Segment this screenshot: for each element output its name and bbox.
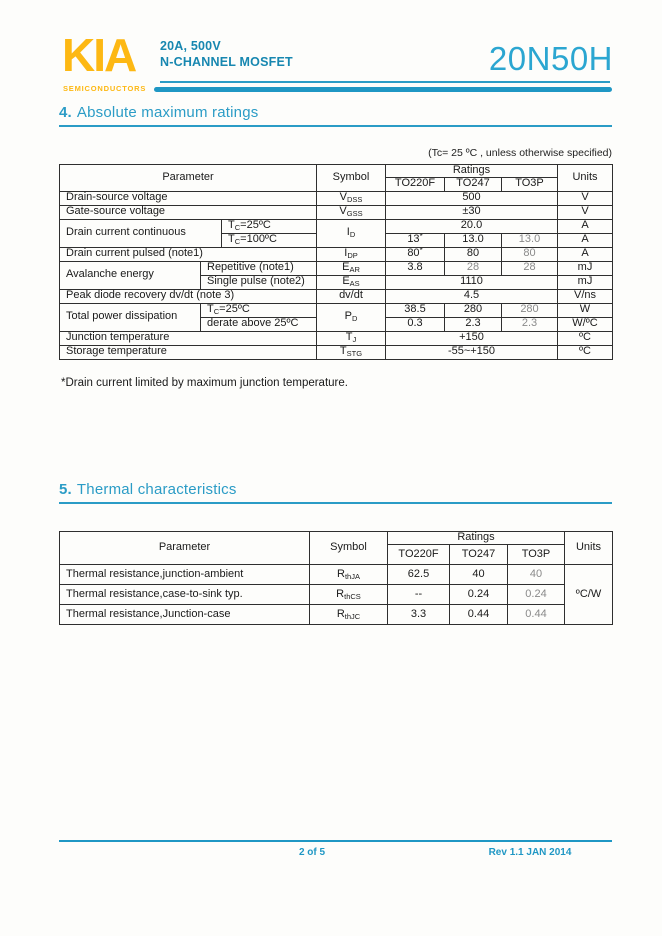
col-ratings: Ratings xyxy=(386,165,558,178)
table-cell: 280 xyxy=(445,303,502,317)
table-cell: $T_C=25ºC$ xyxy=(201,303,317,317)
table-cell: 500 xyxy=(386,191,558,205)
table-cell: 80 xyxy=(445,247,502,261)
table-cell: 0.44 xyxy=(450,605,508,625)
section-4-heading xyxy=(59,104,612,127)
table-cell: Junction temperature xyxy=(60,331,317,345)
table-row xyxy=(60,219,613,233)
table-cell: 3.3 xyxy=(388,605,450,625)
table-cell: 0.3 xyxy=(386,317,445,331)
table-cell: 80* xyxy=(386,247,445,261)
col-package-to220f: TO220F xyxy=(386,177,445,191)
table-cell: W/ºC xyxy=(558,317,613,331)
table-cell: -55~+150 xyxy=(386,345,558,359)
page-indicator: 2 of 5 xyxy=(298,847,326,858)
thermal-characteristics-table xyxy=(59,531,613,625)
table-cell: 2.3 xyxy=(502,317,558,331)
table-row xyxy=(60,331,613,345)
table-cell: V xyxy=(558,205,613,219)
table-row xyxy=(60,345,613,359)
table-cell: 20.0 xyxy=(386,219,558,233)
table-cell: $I_{DP}$ xyxy=(317,247,386,261)
col-units: Units xyxy=(558,165,613,192)
table-cell: Gate-source voltage xyxy=(60,205,317,219)
table-cell: Storage temperature xyxy=(60,345,317,359)
table-cell: Thermal resistance,Junction-case xyxy=(60,605,310,625)
table-cell: Drain current pulsed (note1) xyxy=(60,247,317,261)
section-4-title-text: Absolute maximum ratings xyxy=(76,104,259,121)
table-row xyxy=(60,261,613,275)
footer-rule xyxy=(59,840,612,842)
table-cell: 1110 xyxy=(386,275,558,289)
col-symbol: Symbol xyxy=(317,165,386,192)
table-cell: 13* xyxy=(386,233,445,247)
col-ratings: Ratings xyxy=(388,532,565,545)
table-cell: Thermal resistance,junction-ambient xyxy=(60,565,310,585)
header-rule-thick xyxy=(154,87,612,92)
table-cell: 0.44 xyxy=(508,605,565,625)
table-cell: 280 xyxy=(502,303,558,317)
revision-label: Rev 1.1 JAN 2014 xyxy=(488,847,572,858)
table-cell: W xyxy=(558,303,613,317)
table-cell: Avalanche energy xyxy=(60,261,201,289)
table-cell: Drain-source voltage xyxy=(60,191,317,205)
table-cell: 0.24 xyxy=(450,585,508,605)
table-cell: $E_{AS}$ xyxy=(317,275,386,289)
device-rating: 20A, 500V xyxy=(160,39,221,53)
table-cell: V/ns xyxy=(558,289,613,303)
col-package-to247: TO247 xyxy=(445,177,502,191)
table-cell: 3.8 xyxy=(386,261,445,275)
table-cell: $P_D$ xyxy=(317,303,386,331)
section-4-number: 4. xyxy=(59,104,72,121)
table-row xyxy=(60,165,613,178)
kia-logo: KIA xyxy=(62,29,136,81)
table-row xyxy=(60,565,613,585)
col-package-to3p: TO3P xyxy=(502,177,558,191)
table-row xyxy=(60,532,613,545)
table-row xyxy=(60,247,613,261)
table-row xyxy=(60,205,613,219)
table-cell: Drain current continuous xyxy=(60,219,222,247)
table-row xyxy=(60,303,613,317)
table-cell: $R_{thCS}$ xyxy=(310,585,388,605)
table-cell: $T_C=25ºC$ xyxy=(222,219,317,233)
col-package-to3p: TO3P xyxy=(508,545,565,565)
drain-current-footnote: *Drain current limited by maximum junction temperature. xyxy=(61,377,348,389)
table-cell: 13.0 xyxy=(502,233,558,247)
table-cell: $E_{AR}$ xyxy=(317,261,386,275)
table-cell: $T_J$ xyxy=(317,331,386,345)
table-cell: $T_{STG}$ xyxy=(317,345,386,359)
table-cell: Peak diode recovery dv/dt (note 3) xyxy=(60,289,317,303)
part-number: 20N50H xyxy=(488,40,613,77)
col-parameter: Parameter xyxy=(60,165,317,192)
table-cell: 2.3 xyxy=(445,317,502,331)
table-cell: Total power dissipation xyxy=(60,303,201,331)
condition-note: (Tc= 25 ºC , unless otherwise specified) xyxy=(428,147,612,159)
table-cell: A xyxy=(558,247,613,261)
table-cell: 80 xyxy=(502,247,558,261)
table-cell: $T_C=100ºC$ xyxy=(222,233,317,247)
table-cell: Single pulse (note2) xyxy=(201,275,317,289)
col-parameter: Parameter xyxy=(60,532,310,565)
section-5-heading xyxy=(59,481,612,504)
table-cell: A xyxy=(558,233,613,247)
table-row xyxy=(60,289,613,303)
table-cell: dv/dt xyxy=(317,289,386,303)
col-package-to220f: TO220F xyxy=(388,545,450,565)
table-cell: 38.5 xyxy=(386,303,445,317)
logo-tagline: SEMICONDUCTORS xyxy=(63,84,147,93)
table-cell: $V_{DSS}$ xyxy=(317,191,386,205)
table-cell: 0.24 xyxy=(508,585,565,605)
table-cell: 40 xyxy=(450,565,508,585)
table-cell: Repetitive (note1) xyxy=(201,261,317,275)
table-cell: $V_{GSS}$ xyxy=(317,205,386,219)
table-cell: ºC/W xyxy=(565,565,613,625)
header-rule-thin xyxy=(160,81,610,83)
device-summary xyxy=(160,38,293,70)
table-cell: mJ xyxy=(558,275,613,289)
table-cell: 62.5 xyxy=(388,565,450,585)
table-cell: 13.0 xyxy=(445,233,502,247)
table-cell: $R_{thJC}$ xyxy=(310,605,388,625)
table-cell: $I_D$ xyxy=(317,219,386,247)
table-cell: ºC xyxy=(558,345,613,359)
table-cell: V xyxy=(558,191,613,205)
table-cell: ºC xyxy=(558,331,613,345)
table-cell: 28 xyxy=(502,261,558,275)
table-row xyxy=(60,585,613,605)
table-cell: A xyxy=(558,219,613,233)
table-cell: $R_{thJA}$ xyxy=(310,565,388,585)
table-cell: 28 xyxy=(445,261,502,275)
table-cell: 40 xyxy=(508,565,565,585)
table-cell: ±30 xyxy=(386,205,558,219)
col-units: Units xyxy=(565,532,613,565)
table-cell: derate above 25ºC xyxy=(201,317,317,331)
table-cell: +150 xyxy=(386,331,558,345)
table-row xyxy=(60,605,613,625)
col-symbol: Symbol xyxy=(310,532,388,565)
table-cell: 4.5 xyxy=(386,289,558,303)
device-type: N-CHANNEL MOSFET xyxy=(160,55,293,69)
table-row xyxy=(60,191,613,205)
col-package-to247: TO247 xyxy=(450,545,508,565)
table-cell: Thermal resistance,case-to-sink typ. xyxy=(60,585,310,605)
table-cell: mJ xyxy=(558,261,613,275)
table-cell: -- xyxy=(388,585,450,605)
absolute-maximum-ratings-table xyxy=(59,164,613,360)
section-5-number: 5. xyxy=(59,481,72,498)
section-5-title-text: Thermal characteristics xyxy=(76,481,237,498)
